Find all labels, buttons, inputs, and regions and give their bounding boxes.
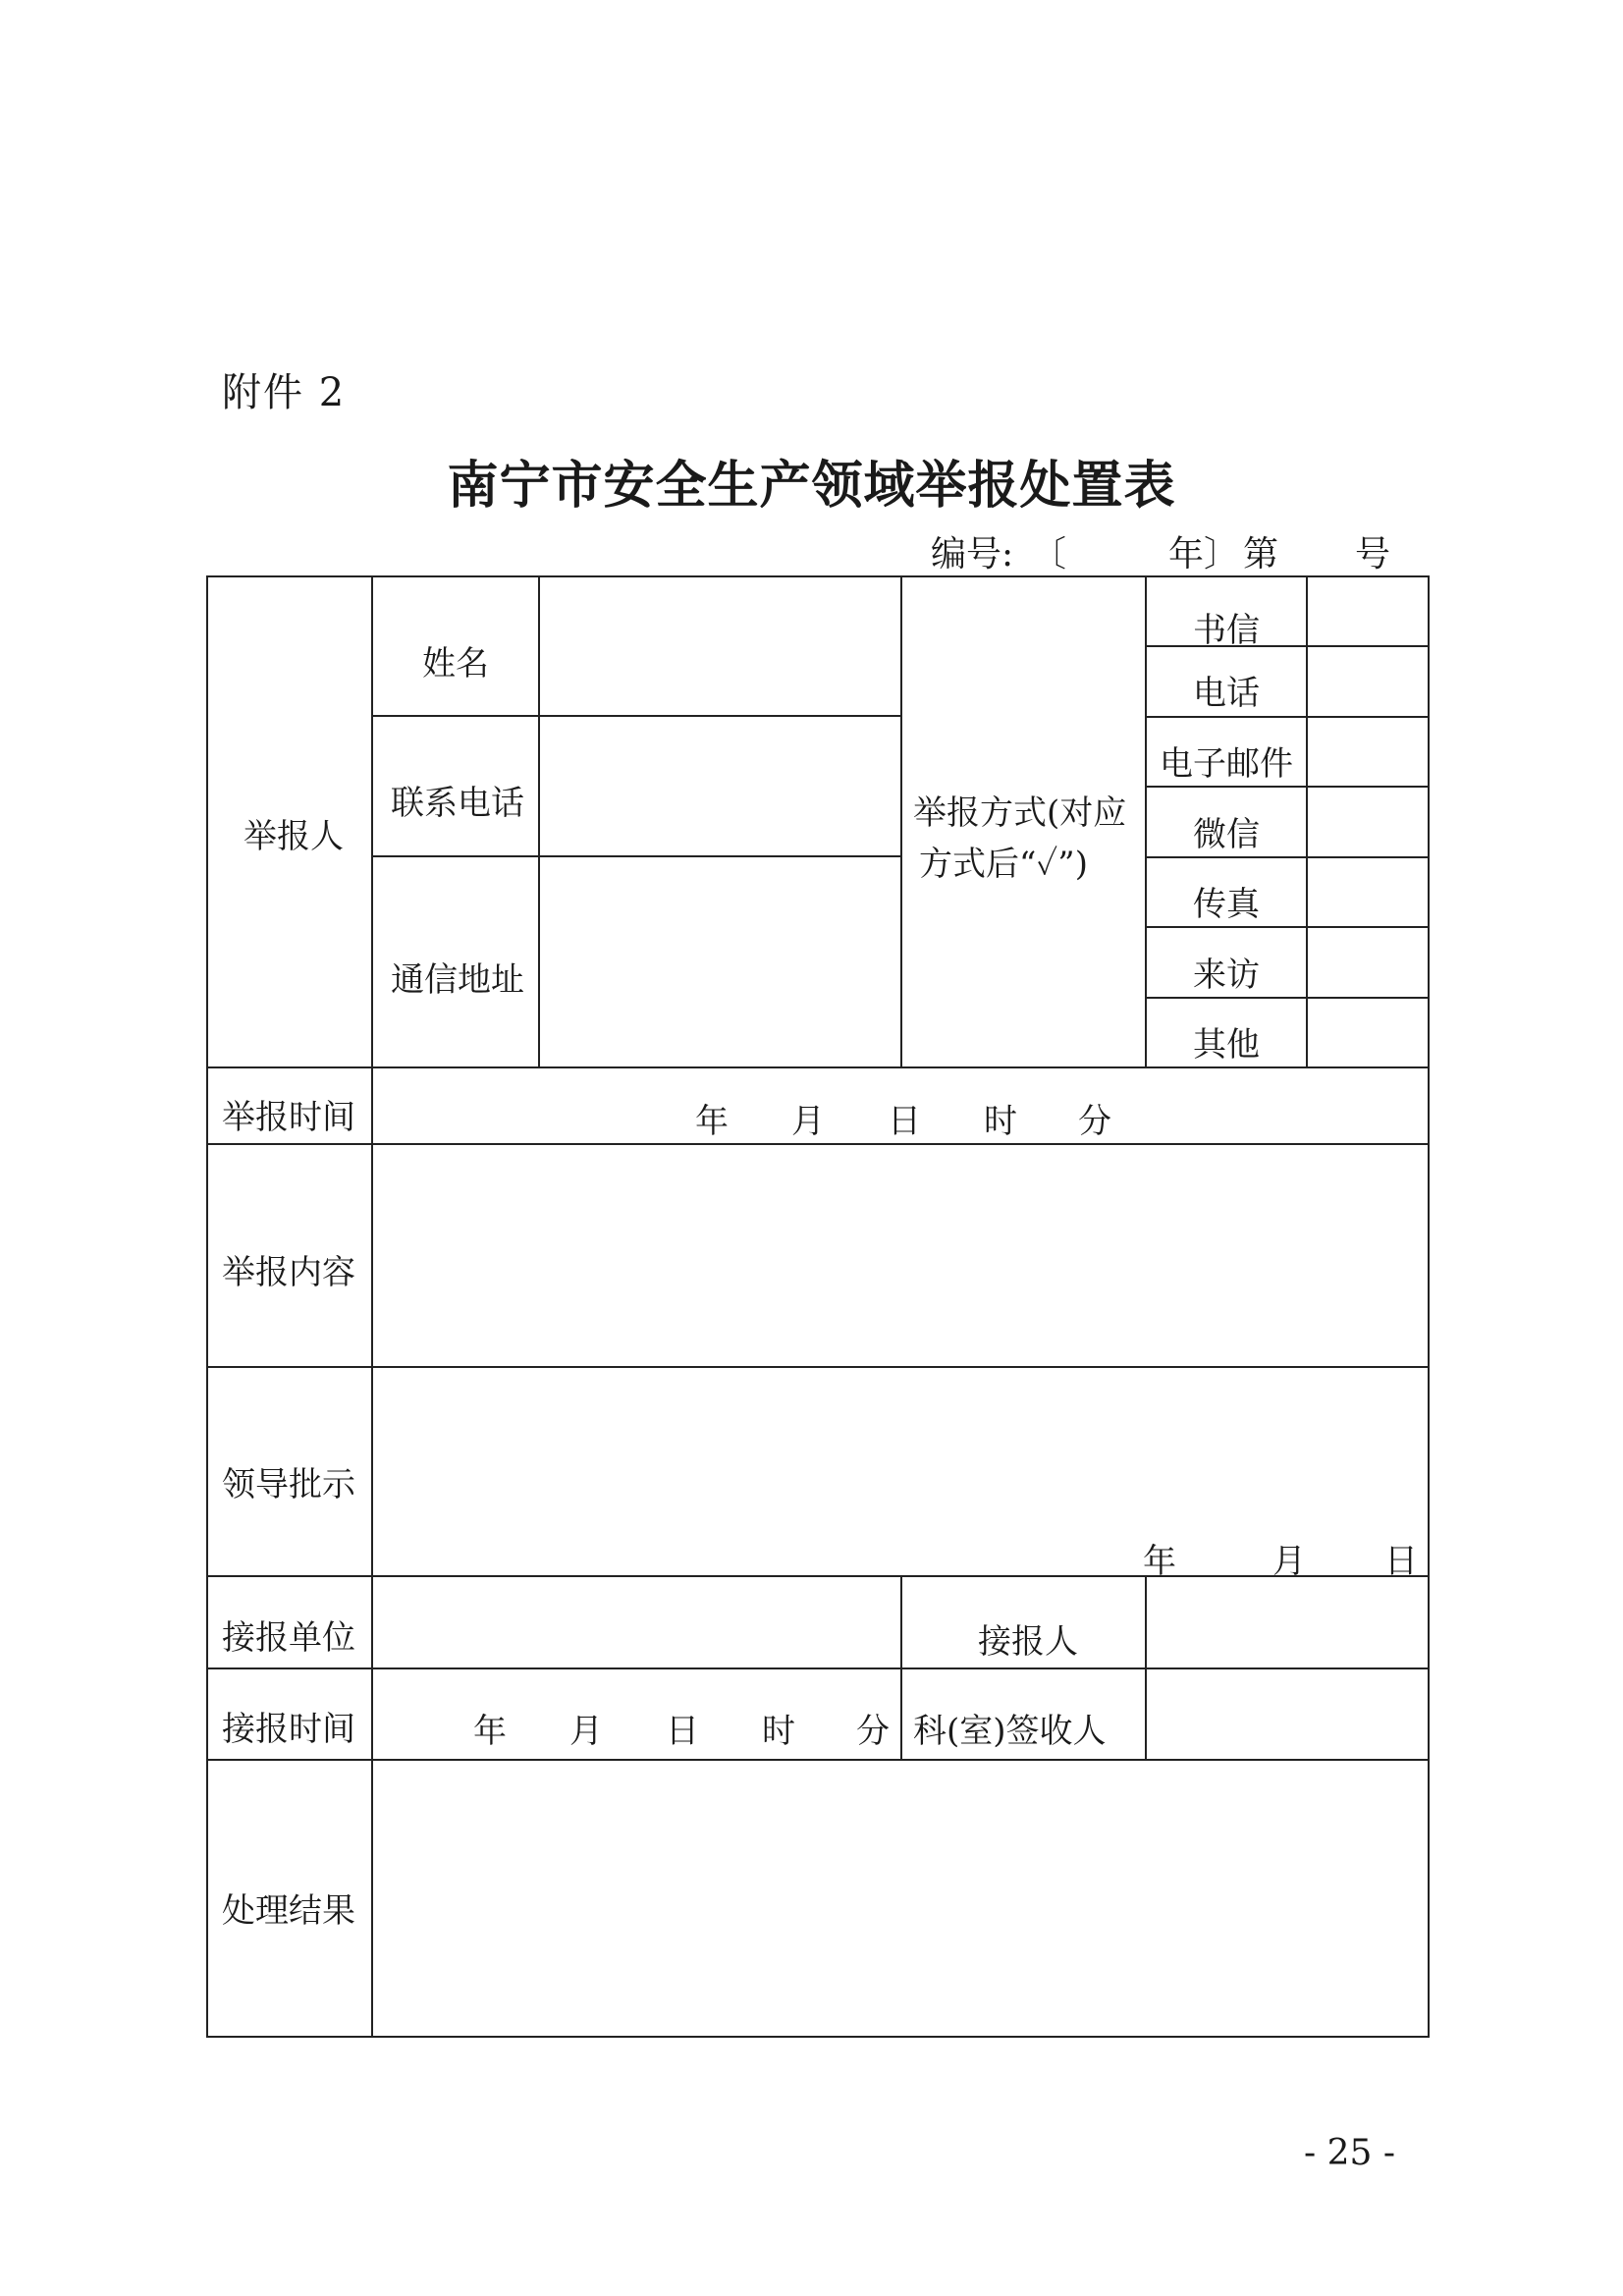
serial-di: 第 (1243, 534, 1279, 574)
reporter-section-label: 举报人 (243, 817, 344, 856)
divider (206, 1759, 1430, 1761)
method-option-fax: 传真 (1193, 885, 1260, 924)
report-time-minute: 分 (1078, 1102, 1111, 1141)
signer-label: 科(室)签收人 (913, 1712, 1107, 1751)
report-time-label: 举报时间 (222, 1098, 355, 1137)
receive-time-day: 日 (666, 1712, 699, 1751)
serial-year: 年 (1168, 534, 1205, 574)
receive-unit-label: 接报单位 (222, 1618, 355, 1658)
method-label-line1: 举报方式(对应 (913, 793, 1127, 833)
receive-person-label: 接报人 (978, 1622, 1078, 1662)
receive-time-year: 年 (473, 1712, 507, 1751)
report-content-label: 举报内容 (222, 1253, 355, 1292)
report-time-hour: 时 (984, 1102, 1017, 1141)
divider (1145, 716, 1430, 718)
method-option-email: 电子邮件 (1160, 744, 1293, 784)
method-option-other: 其他 (1193, 1025, 1260, 1065)
name-label: 姓名 (422, 644, 489, 683)
leader-month: 月 (1272, 1542, 1306, 1581)
divider (1145, 926, 1430, 928)
divider (206, 1143, 1430, 1145)
leader-day: 日 (1384, 1542, 1418, 1581)
table-border-right (1428, 575, 1430, 2038)
divider (538, 575, 540, 1068)
divider (206, 1667, 1430, 1669)
phone-label: 联系电话 (391, 784, 524, 823)
divider (371, 575, 373, 2038)
attachment-label: 附件 2 (222, 370, 347, 415)
receive-time-label: 接报时间 (222, 1710, 355, 1749)
divider (1306, 575, 1308, 1068)
report-time-month: 月 (791, 1102, 825, 1141)
divider (371, 855, 901, 857)
serial-open-bracket: 〔 (1031, 534, 1067, 574)
table-border-top (206, 575, 1430, 577)
leader-year: 年 (1143, 1542, 1176, 1581)
table-border-bottom (206, 2036, 1430, 2038)
divider (206, 1575, 1430, 1577)
serial-hao: 号 (1355, 534, 1391, 574)
receive-time-hour: 时 (762, 1712, 795, 1751)
divider (206, 1066, 1430, 1068)
report-time-day: 日 (888, 1102, 921, 1141)
table-border-left (206, 575, 208, 2038)
leader-instruction-label: 领导批示 (222, 1465, 355, 1504)
method-option-visit: 来访 (1193, 956, 1260, 995)
divider (1145, 1575, 1147, 1761)
divider (900, 575, 902, 1068)
method-option-phone: 电话 (1193, 674, 1260, 713)
divider (1145, 997, 1430, 999)
result-label: 处理结果 (222, 1891, 355, 1931)
divider (206, 1366, 1430, 1368)
divider (900, 1575, 902, 1761)
form-title: 南宁市安全生产领域举报处置表 (447, 456, 1176, 516)
report-time-year: 年 (695, 1102, 729, 1141)
receive-time-month: 月 (569, 1712, 603, 1751)
method-label-line2: 方式后“✓”) (919, 845, 1088, 884)
divider (1145, 856, 1430, 858)
serial-label: 编号: (931, 534, 1014, 574)
page-number: - 25 - (1304, 2133, 1396, 2173)
divider (371, 715, 901, 717)
divider (1145, 786, 1430, 788)
receive-time-minute: 分 (856, 1712, 890, 1751)
address-label: 通信地址 (391, 960, 524, 1000)
method-option-letter: 书信 (1193, 611, 1260, 650)
serial-close-bracket: 〕 (1204, 534, 1240, 574)
method-option-wechat: 微信 (1193, 815, 1260, 854)
